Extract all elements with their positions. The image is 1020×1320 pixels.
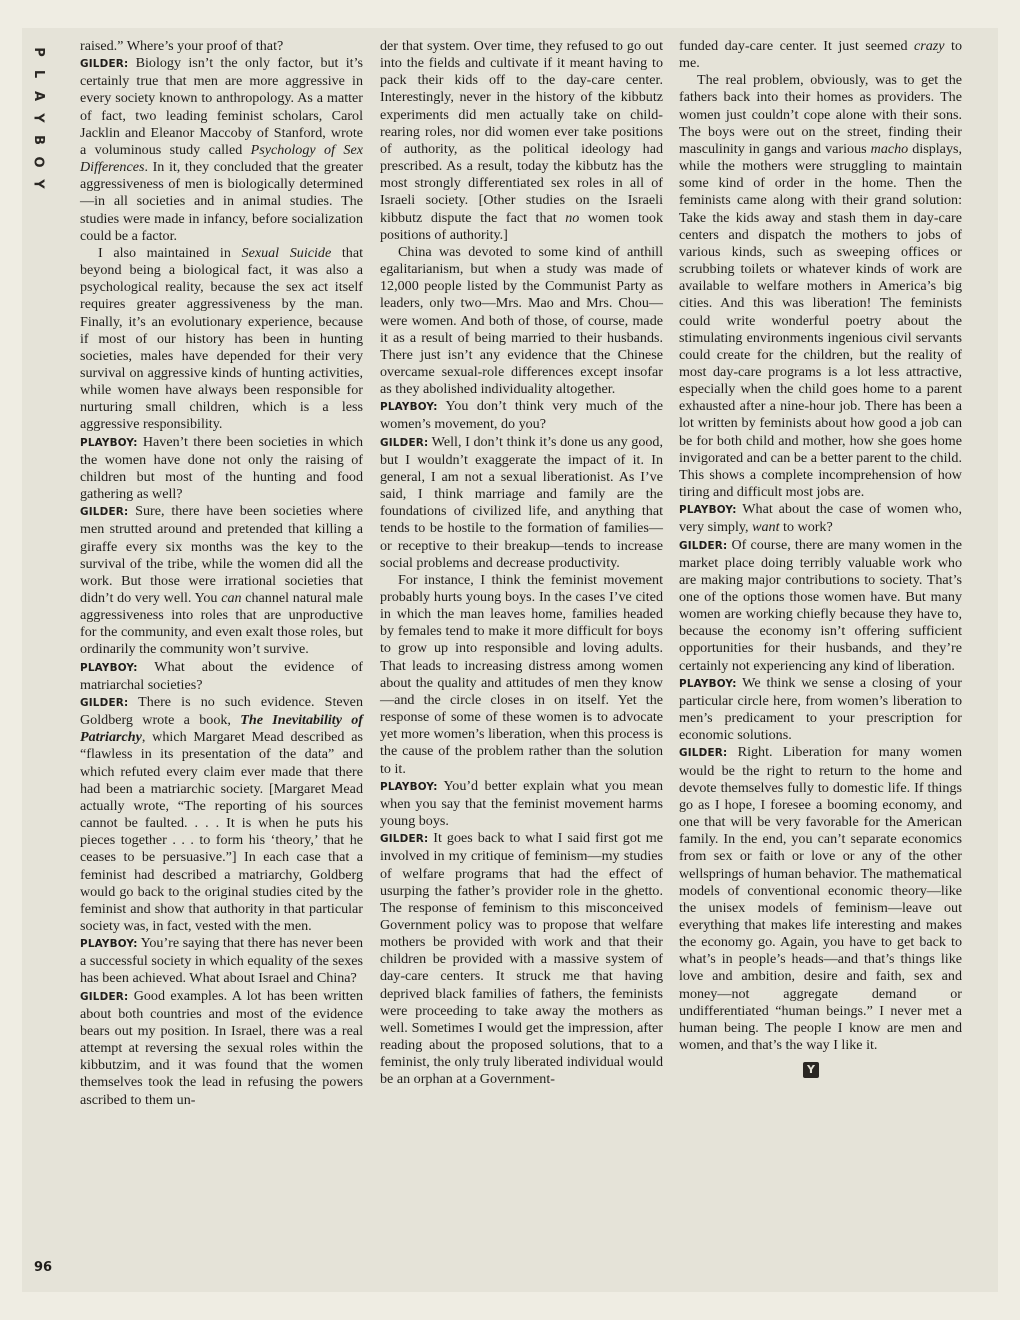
speaker-label: GILDER:: [80, 990, 129, 1003]
title-letter: B: [30, 135, 46, 145]
magazine-running-title: [28, 44, 48, 192]
paragraph: [80, 988, 363, 1109]
paragraph: [80, 55, 363, 245]
speaker-label: GILDER:: [380, 436, 429, 449]
text-run: Y: [803, 1062, 819, 1078]
title-letter: P: [31, 47, 46, 57]
text-run: raised.” Where’s your proof of that?: [80, 38, 284, 54]
speaker-label: GILDER:: [80, 58, 129, 71]
paragraph: [679, 72, 962, 501]
text-run: Right. Liberation for many women would be the right to return to the home and devote themselves fully to domestic life. If things go as I hope, I foresee a booming economy, and one that will be very favorable for the American family. In the end, you can’t separate economics from sex or faith or love or any of the other wellsprings of human behavior. The mathematical models of conventional economic theory—like the unisex models of feminism—leave out everything that makes life interesting and makes the economy go. Again, you have to get back to what’s in people’s heads—and that’s things like love and ambition, desire and faith, sex and money—not aggregate demand or undifferentiated “human beings.” I never met a human being. The people I know are men and women, and that’s the way I like it.: [679, 744, 962, 1054]
paragraph: [380, 778, 663, 830]
text-run: no: [565, 209, 580, 226]
text-run: You’re saying that there has never been a successful society in which equality of the sexes has been achieved. What about Israel and China?: [80, 935, 364, 987]
text-run: Haven’t there been societies in which the women have done not only the raising of children but most of the hunting and food gathering as well?: [80, 433, 363, 503]
paragraph: [80, 38, 363, 55]
text-run: Sure, there have been societies where men strutted around and pretended that killing a giraffe every six months was the key to the survival of the tribe, while the women did all the work. But those were irrational societies that didn’t do very well. You: [80, 503, 363, 606]
text-run: women took positions of authority.]: [380, 209, 664, 243]
speaker-label: PLAYBOY:: [80, 661, 138, 674]
paragraph: [380, 398, 663, 433]
text-run: Good examples. A lot has been written about both countries and most of the evidence bears out my position. In Israel, there was a real attempt at reversing the sexual roles within the kibbutzim, and it was found that the women themselves took the lead in refusing the powers ascribed to them un-: [80, 987, 363, 1108]
text-run: to me.: [679, 38, 962, 72]
text-column-1: [80, 38, 363, 1109]
text-run: . In it, they concluded that the greater aggressiveness of men is biologically determined—in all societies and in animal studies. The studies were made in infancy, before socialization could be a factor.: [80, 159, 363, 244]
speaker-label: GILDER:: [679, 747, 728, 760]
playboy-rabbit-icon: [679, 1054, 962, 1078]
speaker-label: GILDER:: [80, 506, 129, 519]
text-run: We think we sense a closing of your particular circle here, from women’s liberation to men’s predicament to your prescription for economic solutions.: [679, 674, 962, 744]
text-run: I also maintained in: [98, 244, 242, 261]
book-title: The Inevitability of Patriarchy: [80, 712, 364, 746]
paragraph: [380, 434, 663, 572]
paragraph: [679, 38, 962, 72]
title-letter: L: [30, 69, 46, 79]
text-run: China was devoted to some kind of anthill egalitarianism, but when a study was made of 12,000 people listed by the Communist Party as leaders, only two—Mrs. Mao and Mrs. Chou—were women. And both of those, of course, made it as a result of being married to their husbands. There just isn’t any evidence that the Chinese overcame sexual-role differences except insofar as they abolished individuality altogether.: [380, 243, 663, 398]
speaker-label: PLAYBOY:: [380, 780, 438, 793]
text-run: It goes back to what I said first got me involved in my critique of feminism—my studies of welfare programs that had the effect of usurping the father’s provider role in the ghetto. The response of feminism to this misconceived Government policy was to propose that welfare mothers be provided with work and that their children be provided with a massive system of day-care centers. It struck me that having deprived black families of fathers, the feminists were proceeding to take away the mothers as well. Sometimes I would get the impression, after reading about the proposed solutions, that to a feminist, the only truly liberated individual would be an orphan at a Government-: [380, 830, 663, 1088]
text-run: There is no such evidence. Steven Goldberg wrote a book,: [80, 693, 363, 729]
page-number: 96: [34, 1260, 53, 1275]
text-column-3: [679, 38, 962, 1078]
text-run: Well, I don’t think it’s done us any good, but I wouldn’t exaggerate the impact of it. In general, I am not a sexual liberationist. As I’ve said, I think marriage and family are the foundations of civilized life, and anything that tends to be hostile to the formation of families—or receptive to their breakup—tends to increase social problems and decrease productivity.: [380, 433, 663, 571]
paragraph: [80, 503, 363, 658]
text-run: funded day-care center. It just seemed: [679, 38, 914, 54]
paragraph: [80, 935, 363, 987]
text-run: want: [752, 519, 780, 536]
book-title: Sexual Suicide: [241, 244, 332, 261]
title-letter: A: [31, 90, 46, 102]
text-run: that beyond being a biological fact, it was also a psychological reality, because the sex act itself requires greater aggressiveness by the man. Finally, it’s an evolutionary experience, because if most of our history has been in hunting societies, males have depended for their very survival on aggressive kinds of hunting activities, while women have always been responsible for nurturing small children, which is a less aggressive responsibility.: [80, 244, 363, 433]
paragraph: [380, 830, 663, 1088]
title-letter: Y: [30, 113, 46, 123]
speaker-label: GILDER:: [679, 539, 728, 552]
text-run: macho: [870, 140, 909, 157]
paragraph: [80, 434, 363, 504]
text-run: der that system. Over time, they refused to go out into the fields and cultivate if it meant having to pack their kids off to the day-care center. Interestingly, never in the history of the kibbutz experiments did men actually take on child-rearing roles, nor did women ever take positions of authority, as the political ideology had prescribed. As a result, today the kibbutz has the most strongly differentiated sex roles in all of Israeli society. [Other studies on the Israeli kibbutz dispute the fact that: [380, 38, 663, 226]
text-column-2: [380, 38, 663, 1089]
speaker-label: GILDER:: [380, 833, 429, 846]
paragraph: [679, 675, 962, 745]
paragraph: [380, 38, 663, 244]
text-run: crazy: [914, 38, 945, 54]
paragraph: [679, 501, 962, 536]
book-title: Psychology of Sex Differences: [80, 141, 363, 176]
speaker-label: PLAYBOY:: [80, 436, 138, 449]
text-run: Of course, there are many women in the market place doing terribly valuable work who are making major contributions to society. That’s one of the options those women have. But many women are working chiefly because they have to, because the economy isn’t offering sufficient opportunities for their husbands, and they’re certainly not experiencing any kind of liberation.: [679, 536, 962, 674]
paragraph: [380, 572, 663, 778]
paragraph: [679, 744, 962, 1054]
speaker-label: GILDER:: [80, 696, 129, 709]
text-run: You’d better explain what you mean when you say that the feminist movement harms young boys.: [380, 777, 663, 830]
title-letter: O: [31, 156, 46, 168]
paragraph: [80, 245, 363, 434]
text-run: What about the evidence of matriarchal societies?: [80, 658, 363, 693]
text-run: What about the case of women who, very simply,: [679, 501, 962, 536]
text-run: can: [221, 590, 242, 606]
title-letter: Y: [30, 179, 46, 189]
speaker-label: PLAYBOY:: [380, 401, 438, 414]
paragraph: [380, 244, 663, 398]
paragraph: [80, 694, 363, 935]
speaker-label: PLAYBOY:: [80, 938, 138, 951]
text-run: channel natural male aggressiveness into roles that are unproductive for the community, and even exalt those roles, but ordinarily the community won’t survive.: [80, 590, 363, 658]
text-run: For instance, I think the feminist movement probably hurts young boys. In the cases I’ve cited in which the man leaves home, families headed by females tend to make it more difficult for boys to grow up into responsible and loving adults. That leads to increasing distress among women about the quality and attitudes of men they know—and the circle closes in on itself. Yet the response of some of these women is to advocate yet more women’s liberation, when this process is the cause of the problem rather than the solution to it.: [380, 571, 663, 777]
text-run: , which Margaret Mead described as “flawless in its presentation of the data” and which refuted every claim ever made that there had been a matriarchic society. [Margaret Mead actually wrote, “The reporting of his sources cannot be faulted. . . . It is when he puts his pieces together . . . to form his ‘theory,’ that he ceases to be persuasive.”] In each case that a feminist had described a matriarchy, Goldberg would go back to the original studies cited by the feminist and show that authority in that particular society was, in fact, vested with the men.: [80, 729, 363, 934]
paragraph: [679, 537, 962, 675]
speaker-label: PLAYBOY:: [679, 677, 737, 690]
text-run: to work?: [779, 519, 833, 536]
text-run: Biology isn’t the only factor, but it’s certainly true that men are more aggressive in every society known to anthropology. As a matter of fact, two leading feminist scholars, Carol Jacklin and Eleanor Maccoby of Stanford, wrote a voluminous study called: [80, 55, 363, 158]
paragraph: [80, 659, 363, 694]
speaker-label: PLAYBOY:: [679, 504, 737, 517]
text-run: The real problem, obviously, was to get the fathers back into their homes as providers. The women just couldn’t cope alone with their sons. The boys were out on the street, finding their masculinity in gangs and various: [679, 72, 962, 157]
text-run: You don’t think very much of the women’s movement, do you?: [380, 398, 663, 433]
text-run: displays, while the mothers were struggling to maintain some kind of order in the home. Then the feminists came along with their grand solution: Take the kids away and stash them in day-care centers and dispatch the mothers to jobs of various kinds, such as sweeping offices or scrubbing toilets or whatever kinds of work are available to welfare mothers in America’s big cities. And this was liberation! The feminists could write wonderful poetry about the stimulating environments ingenious civil servants could create for the children, but the reality of most day-care programs is a lot less attractive, especially when the child goes home to a parent exhausted after a nine-hour job. There has been a lot written by feminists about how good a job can be for both child and mother, how she goes home invigorated and can be a better parent to the child. This shows a complete incomprehension of how tiring and difficult most jobs are.: [679, 140, 962, 501]
